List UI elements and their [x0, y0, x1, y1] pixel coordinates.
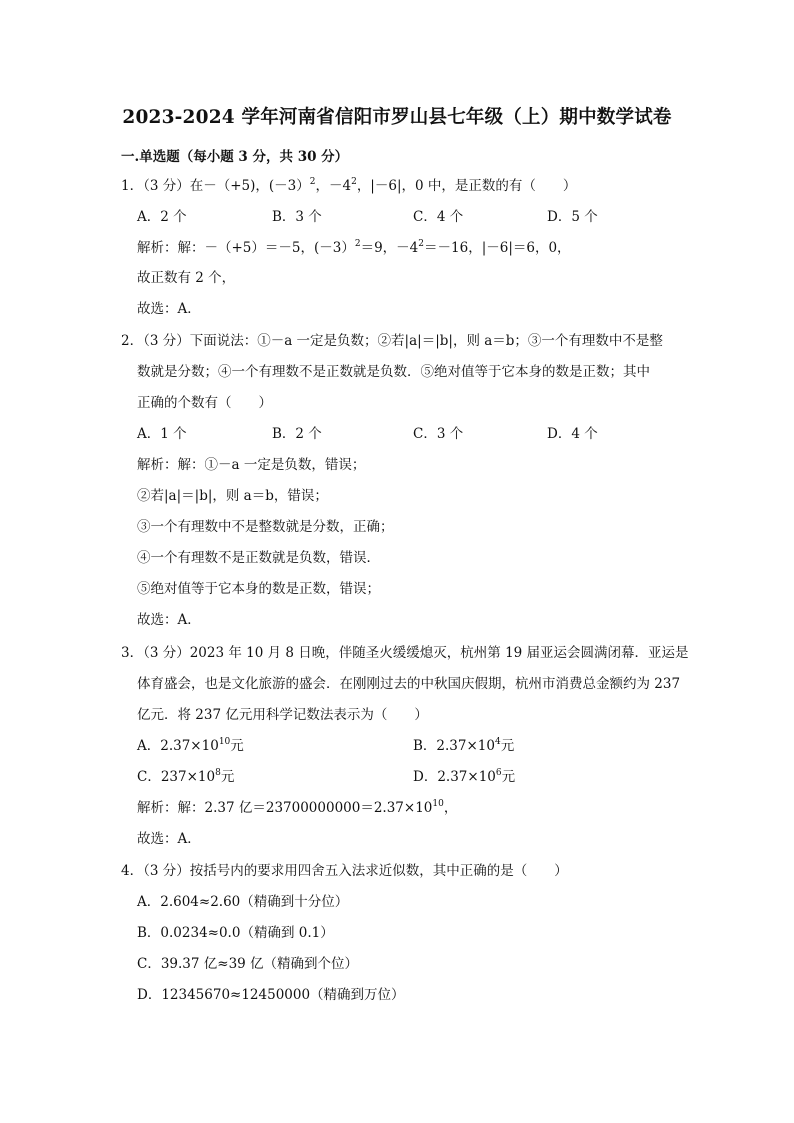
- option-text: C．237×10: [137, 769, 216, 785]
- stem-text: 1．（3 分）在－（+5)，(－3）: [121, 178, 310, 194]
- option-text: B．2.37×10: [413, 738, 495, 754]
- question-2-stem-line-3: 正确的个数有（ ）: [137, 395, 272, 411]
- option-text: D．2.37×10: [413, 769, 496, 785]
- question-3-stem-line-1: 3．（3 分）2023 年 10 月 8 日晚，伴随圣火缓缓熄灭，杭州第 19 届亚运会圆满闭幕．亚运是: [121, 645, 689, 661]
- q1-analysis-line-1: [137, 238, 571, 258]
- analysis-text: ，: [443, 800, 458, 816]
- q2-analysis-line-2: ②若|a|＝|b|，则 a＝b，错误；: [137, 488, 328, 504]
- q2-analysis-line-5: ⑤绝对值等于它本身的数是正数，错误；: [137, 581, 380, 597]
- exponent: 8: [215, 768, 221, 778]
- q2-option-d: D．4 个: [547, 426, 598, 442]
- q4-option-d: D．12345670≈12450000（精确到万位）: [137, 987, 405, 1003]
- q3-option-d: [413, 767, 515, 787]
- q1-option-b: B．3 个: [272, 209, 322, 225]
- exponent: 2: [309, 177, 316, 187]
- question-3-stem-line-3: 亿元．将 237 亿元用科学记数法表示为（ ）: [137, 707, 428, 723]
- question-4-stem: 4．（3 分）按括号内的要求用四舍五入法求近似数，其中正确的是（ ）: [121, 863, 568, 879]
- q1-analysis-answer: 故选：A．: [137, 301, 201, 317]
- exponent: 10: [432, 799, 444, 809]
- option-unit: 元: [501, 769, 516, 785]
- q2-analysis-line-3: ③一个有理数中不是整数就是分数，正确；: [137, 519, 394, 535]
- question-2-stem-line-1: 2．（3 分）下面说法：①－a 一定是负数；②若|a|＝|b|，则 a＝b；③一个有理数中不是整: [121, 333, 663, 349]
- exponent: 2: [351, 177, 357, 187]
- stem-text: ，－4: [315, 178, 352, 194]
- section-heading: 一.单选题（每小题 3 分，共 30 分）: [121, 149, 349, 165]
- option-text: A．2.37×10: [137, 738, 219, 754]
- q2-option-c: C．3 个: [413, 426, 464, 442]
- analysis-text: 解析：解：－（+5）＝－5，(－3）: [137, 240, 355, 256]
- q2-option-a: A．1 个: [137, 426, 187, 442]
- q1-option-d: D．5 个: [547, 209, 598, 225]
- q2-option-b: B．2 个: [272, 426, 322, 442]
- q3-analysis-answer: 故选：A．: [137, 831, 201, 847]
- analysis-text: ＝－16，|－6|＝6，0，: [424, 240, 571, 256]
- exponent: 10: [218, 737, 231, 747]
- q4-option-a: A．2.604≈2.60（精确到十分位）: [137, 894, 349, 910]
- exponent: 6: [495, 768, 502, 778]
- exponent: 4: [494, 737, 501, 747]
- option-unit: 元: [500, 738, 515, 754]
- q4-option-c: C．39.37 亿≈39 亿（精确到个位）: [137, 956, 359, 972]
- option-unit: 元: [230, 738, 244, 754]
- analysis-text: ＝9，－4: [360, 240, 419, 256]
- q3-analysis-line-1: [137, 798, 457, 818]
- q1-option-a: A．2 个: [137, 209, 187, 225]
- exponent: 2: [354, 239, 361, 249]
- q4-option-b: B．0.0234≈0.0（精确到 0.1）: [137, 925, 334, 941]
- question-1-stem: [121, 176, 576, 196]
- page-title: 2023-2024 学年河南省信阳市罗山县七年级（上）期中数学试卷: [122, 107, 672, 128]
- q3-option-b: [413, 736, 514, 756]
- analysis-text: 解析：解：2.37 亿＝23700000000＝2.37×10: [137, 800, 433, 816]
- question-3-stem-line-2: 体育盛会，也是文化旅游的盛会．在刚刚过去的中秋国庆假期，杭州市消费总金额约为 237: [137, 676, 681, 692]
- q3-option-c: [137, 767, 234, 787]
- q2-analysis-line-4: ④一个有理数不是正数就是负数，错误．: [137, 550, 380, 566]
- question-2-stem-line-2: 数就是分数；④一个有理数不是正数就是负数．⑤绝对值等于它本身的数是正数；其中: [137, 364, 650, 380]
- q2-analysis-line-1: 解析：解：①－a 一定是负数，错误；: [137, 457, 366, 473]
- exponent: 2: [418, 239, 425, 249]
- option-unit: 元: [220, 769, 235, 785]
- q1-analysis-line-2: 故正数有 2 个，: [137, 270, 236, 286]
- q3-option-a: [137, 736, 244, 756]
- q1-option-c: C．4 个: [413, 209, 464, 225]
- q2-analysis-answer: 故选：A．: [137, 612, 201, 628]
- stem-text: ，|－6|，0 中，是正数的有（ ）: [356, 178, 577, 194]
